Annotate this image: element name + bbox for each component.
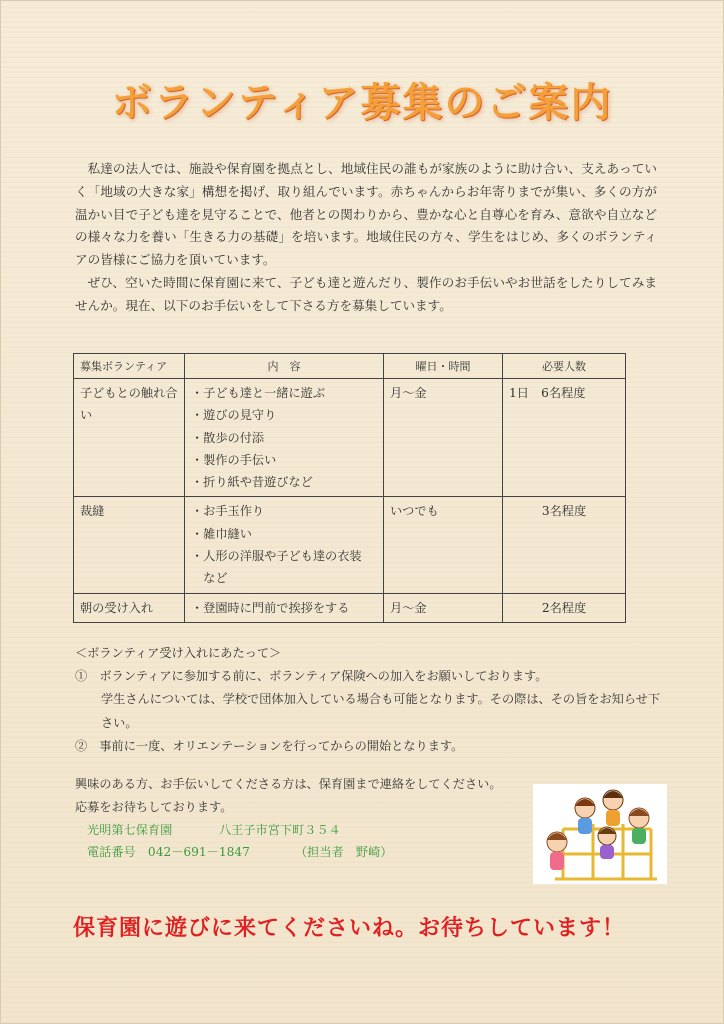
children-playing-illustration bbox=[533, 784, 667, 884]
contact-section bbox=[75, 773, 502, 864]
note-item-1-detail: 学生さんについては、学校で団体加入している場合も可能となります。その際は、その旨をお知らせ下さい。 bbox=[101, 692, 661, 730]
row-category: 子どもとの触れ合い bbox=[74, 379, 185, 497]
note-item-1: ① ボランティアに参加する前に、ボランティア保険への加入をお願いしております。 bbox=[75, 669, 548, 684]
row-people: 2名程度 bbox=[503, 593, 626, 622]
notes-heading: ＜ボランティア受け入れにあたって＞ bbox=[75, 646, 282, 660]
table-row bbox=[74, 497, 626, 593]
contact-line-1: 興味のある方、お手伝いしてくださる方は、保育園まで連絡をしてください。 bbox=[75, 777, 502, 791]
closing-message: 保育園に遊びに来てくださいね。お待ちしています！ bbox=[73, 916, 626, 941]
header-schedule: 曜日・時間 bbox=[384, 354, 503, 379]
org-address: 八王子市宮下町３５４ bbox=[219, 822, 341, 837]
row-contents bbox=[185, 593, 384, 622]
header-people: 必要人数 bbox=[503, 354, 626, 379]
intro-paragraph-1: 私達の法人では、施設や保育園を拠点とし、地域住民の誰もが家族のように助け合い、支えあっていく「地域の大きな家」構想を掲げ、取り組んでいます。赤ちゃんからお年寄りまでが集い、多くの方が温かい目で子ども達を見守ることで、他者との関わりから、豊かな心と自尊心を育み、意欲や自立などの様々な力を養い「生きる力の基礎」を培います。地域住民の方々、学生をはじめ、多くのボランティアの皆様にご協力を頂いています。 bbox=[75, 161, 657, 268]
header-contents: 内 容 bbox=[185, 354, 384, 379]
intro-text bbox=[75, 158, 657, 318]
note-item-2: ② 事前に一度、オリエンテーションを行ってからの開始となります。 bbox=[75, 738, 464, 753]
content-item: ・雑巾縫い bbox=[191, 526, 252, 541]
row-people: 3名程度 bbox=[503, 497, 626, 593]
content-item: ・製作の手伝い bbox=[191, 452, 277, 467]
table-header-row bbox=[74, 354, 626, 379]
header-category: 募集ボランティア bbox=[74, 354, 185, 379]
contact-line-2: 応募をお待ちしております。 bbox=[75, 799, 233, 814]
content-item: ・人形の洋服や子ども達の衣装 bbox=[191, 549, 362, 564]
page-title: ボランティア募集のご案内 bbox=[111, 80, 613, 126]
row-schedule: 月～金 bbox=[384, 379, 503, 497]
content-item: ・登園時に門前で挨拶をする bbox=[191, 600, 350, 615]
org-line bbox=[75, 819, 502, 842]
org-name: 光明第七保育園 bbox=[87, 822, 173, 837]
intro-paragraph-2: ぜひ、空いた時間に保育園に来て、子ども達と遊んだり、製作のお手伝いやお世話をしたりしてみませんか。現在、以下のお手伝いをして下さる方を募集しています。 bbox=[75, 274, 657, 313]
row-schedule: 月～金 bbox=[384, 593, 503, 622]
contact-person: （担当者 野崎） bbox=[295, 845, 393, 860]
phone-line bbox=[75, 841, 502, 864]
row-people: 1日 6名程度 bbox=[503, 379, 626, 497]
row-category: 朝の受け入れ bbox=[74, 593, 185, 622]
row-contents bbox=[185, 379, 384, 497]
phone-number: 電話番号 042－691－1847 bbox=[87, 845, 250, 860]
content-item: ・お手玉作り bbox=[191, 504, 265, 519]
content-item: ・遊びの見守り bbox=[191, 408, 277, 423]
table-row bbox=[74, 379, 626, 497]
volunteer-table bbox=[73, 353, 626, 623]
row-contents bbox=[185, 497, 384, 593]
notes-section bbox=[75, 642, 665, 758]
content-item: ・折り紙や昔遊びなど bbox=[191, 475, 313, 490]
table-row bbox=[74, 593, 626, 622]
row-schedule: いつでも bbox=[384, 497, 503, 593]
content-item: など bbox=[191, 571, 228, 586]
row-category: 裁縫 bbox=[74, 497, 185, 593]
content-item: ・散歩の付添 bbox=[191, 430, 265, 445]
content-item: ・子ども達と一緒に遊ぶ bbox=[191, 386, 326, 400]
